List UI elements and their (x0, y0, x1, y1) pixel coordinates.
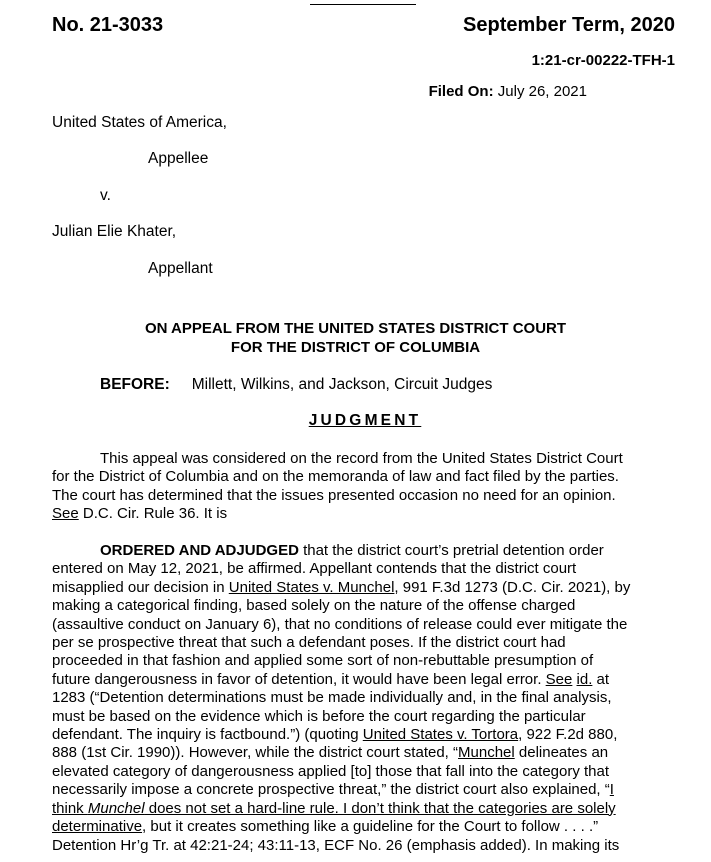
appellant-role: Appellant (148, 260, 213, 277)
docket-number: No. 21-3033 (52, 14, 164, 36)
emphasized-quote: I (609, 781, 614, 799)
p1-line: This appeal was considered on the record from the United States District Court (100, 450, 623, 467)
p2-line: Detention Hr’g Tr. at 42:21-24; 43:11-13, ECF No. 26 (emphasis added). In making its (52, 836, 620, 854)
judgment-title: JUDGMENT (308, 412, 422, 429)
district-case-id: 1:21-cr-00222-TFH-1 (531, 52, 675, 69)
p2-line: elevated category of dangerousness applied [to] those that fall into the category that (52, 762, 610, 780)
filed-date: July 26, 2021 (497, 83, 587, 100)
p2-text: defendant. The inquiry is factbound.”) (quoting (52, 726, 363, 744)
p2-text: delineates an (514, 744, 609, 762)
p2-line: proceeded in that fashion and applied some sort of non-rebuttable presumption of (52, 652, 594, 670)
paragraph-2 (52, 542, 630, 855)
top-rule (310, 4, 416, 5)
p2-line: making a categorical finding, based solely on the nature of the offense charged (52, 597, 576, 615)
p2-text: , but it creates something like a guideline for the Court to follow . . . .” (142, 818, 599, 836)
appellee-role: Appellee (148, 150, 209, 167)
p1-line-rest: D.C. Cir. Rule 36. It is (78, 505, 228, 523)
filed-label: Filed On: (428, 83, 494, 100)
p2-line: must be based on the evidence which is before the court regarding the particular (52, 707, 586, 725)
p2-text: , 922 F.2d 880, (518, 726, 618, 744)
filed-on (429, 83, 587, 100)
p2-text: , 991 F.3d 1273 (D.C. Cir. 2021), by (394, 578, 631, 596)
case-citation-munchel: United States v. Munchel (228, 578, 395, 596)
appeal-heading (0, 319, 711, 357)
case-citation-munchel-short: Munchel (458, 744, 515, 762)
p2-text: that the district court’s pretrial detention order (298, 542, 604, 559)
panel-judges: Millett, Wilkins, and Jackson, Circuit Judges (191, 376, 493, 393)
appellant-party: Julian Elie Khater, (52, 223, 177, 240)
p2-line: 1283 (“Detention determinations must be made individually and, in the final analysis, (52, 689, 612, 707)
case-name-italic: Munchel (87, 799, 145, 817)
p2-line (52, 744, 630, 762)
p2-line (52, 800, 630, 818)
p2-line: entered on May 12, 2021, be affirmed. Appellant contends that the district court (52, 560, 577, 578)
p2-line: per se prospective threat that such a defendant poses. If the district court had (52, 634, 566, 652)
p2-text: necessarily impose a concrete prospective threat,” the district court also explained, “ (52, 781, 610, 799)
court-term: September Term, 2020 (463, 14, 675, 36)
p2-line (52, 542, 630, 560)
p2-text: misapplied our decision in (52, 578, 229, 596)
appeal-heading-line2: FOR THE DISTRICT OF COLUMBIA (230, 339, 481, 356)
case-citation-tortora: United States v. Tortora (362, 726, 519, 744)
p2-line (52, 781, 630, 799)
panel-line (100, 376, 492, 394)
p2-line (52, 671, 630, 689)
p2-line (52, 579, 630, 597)
emphasized-quote: determinative (52, 818, 143, 836)
emphasized-quote (52, 800, 616, 817)
see-signal: See (545, 670, 573, 688)
see-signal: See (52, 505, 79, 523)
p1-line: for the District of Columbia and on the memoranda of law and fact filed by the parties. (52, 468, 619, 486)
versus: v. (100, 187, 111, 204)
p1-line (52, 505, 623, 523)
p2-text: think (52, 799, 88, 817)
before-label: BEFORE: (100, 376, 170, 393)
appeal-heading-line1: ON APPEAL FROM THE UNITED STATES DISTRICT COURT (144, 320, 567, 337)
p2-text: at (592, 670, 610, 688)
p1-line: The court has determined that the issues presented occasion no need for an opinion. (52, 486, 616, 504)
p2-text: 888 (1st Cir. 1990)). However, while the district court stated, “ (52, 744, 459, 762)
p2-text: future dangerousness in favor of detention, it would have been legal error. (52, 670, 546, 688)
appellee-party: United States of America, (52, 114, 227, 131)
p2-line (52, 818, 630, 836)
id-citation: id. (576, 670, 593, 688)
paragraph-1 (52, 450, 623, 524)
p2-line (52, 726, 630, 744)
p2-text: does not set a hard-line rule. I don’t think that the categories are solely (144, 799, 616, 817)
p2-line: (assaultive conduct on January 6), that no conditions of release could ever mitigate the (52, 615, 628, 633)
ordered-adjudged: ORDERED AND ADJUDGED (100, 542, 299, 559)
